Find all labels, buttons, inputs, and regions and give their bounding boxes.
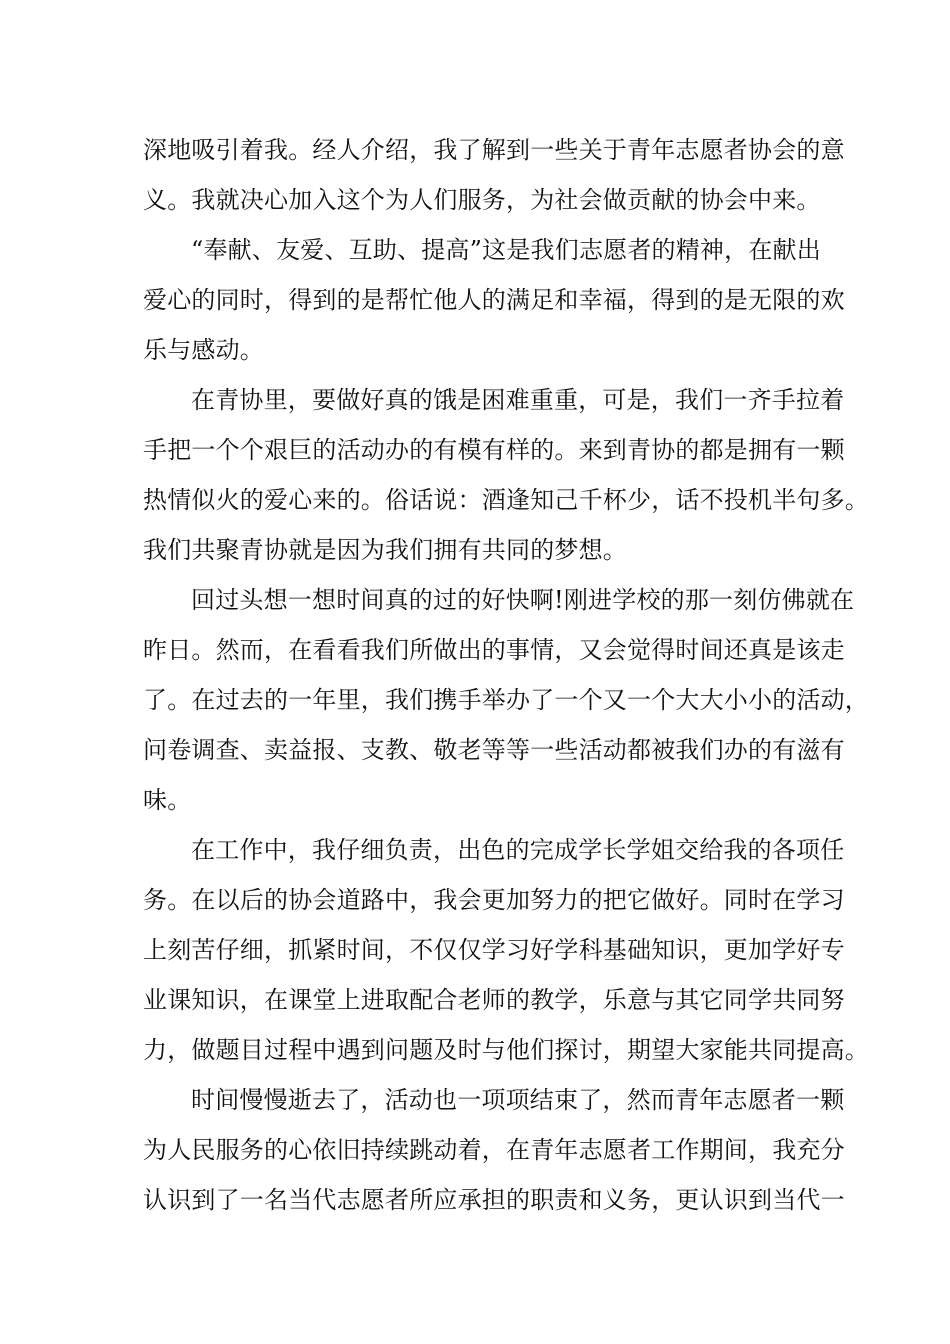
paragraph-first-line: 回过头想一想时间真的过的好快啊!刚进学校的那一刻仿佛就在	[191, 586, 855, 614]
text-line: 务。在以后的协会道路中，我会更加努力的把它做好。同时在学习	[143, 886, 845, 914]
text-line: 乐与感动。	[143, 336, 264, 364]
paragraph-first-line: 时间慢慢逝去了，活动也一项项结束了，然而青年志愿者一颗	[191, 1086, 845, 1114]
text-line: 认识到了一名当代志愿者所应承担的职责和义务，更认识到当代一	[143, 1186, 845, 1214]
text-line: 了。在过去的一年里，我们携手举办了一个又一个大大小小的活动，	[143, 686, 869, 714]
text-line: 手把一个个艰巨的活动办的有模有样的。来到青协的都是拥有一颗	[143, 436, 845, 464]
text-line: 味。	[143, 786, 192, 814]
text-line: 我们共聚青协就是因为我们拥有共同的梦想。	[143, 536, 627, 564]
text-line: 深地吸引着我。经人介绍，我了解到一些关于青年志愿者协会的意	[143, 136, 845, 164]
text-line: 问卷调查、卖益报、支教、敬老等等一些活动都被我们办的有滋有	[143, 736, 845, 764]
text-line: 为人民服务的心依旧持续跳动着，在青年志愿者工作期间，我充分	[143, 1136, 845, 1164]
text-line: 爱心的同时，得到的是帮忙他人的满足和幸福，得到的是无限的欢	[143, 286, 845, 314]
text-line: 昨日。然而，在看看我们所做出的事情，又会觉得时间还真是该走	[143, 636, 845, 664]
text-line: 热情似火的爱心来的。俗话说：酒逢知己千杯少，话不投机半句多。	[143, 486, 869, 514]
text-line: 业课知识，在课堂上进取配合老师的教学，乐意与其它同学共同努	[143, 986, 845, 1014]
text-line: 义。我就决心加入这个为人们服务，为社会做贡献的协会中来。	[143, 186, 821, 214]
paragraph-first-line: 在青协里，要做好真的饿是困难重重，可是，我们一齐手拉着	[191, 386, 845, 414]
text-line: 上刻苦仔细，抓紧时间，不仅仅学习好学科基础知识，更加学好专	[143, 936, 845, 964]
paragraph-first-line: 在工作中，我仔细负责，出色的完成学长学姐交给我的各项任	[191, 836, 845, 864]
text-line: 力，做题目过程中遇到问题及时与他们探讨，期望大家能共同提高。	[143, 1036, 869, 1064]
paragraph-first-line: “奉献、友爱、互助、提高”这是我们志愿者的精神，在献出	[191, 236, 821, 264]
